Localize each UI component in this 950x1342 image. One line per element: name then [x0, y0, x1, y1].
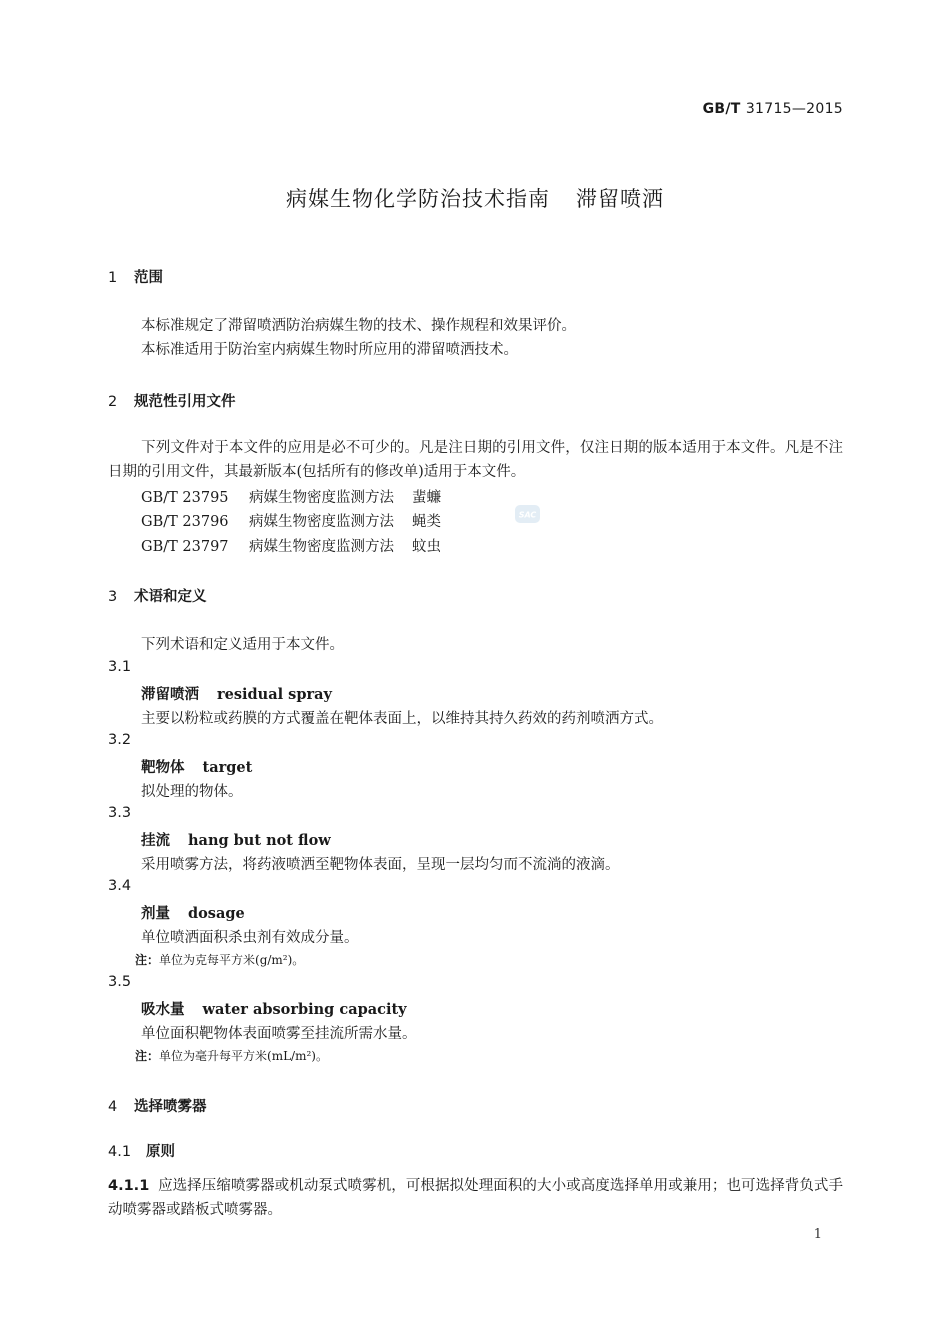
term-definition: 单位喷洒面积杀虫剂有效成分量。	[141, 930, 359, 946]
term-number: 3.5	[108, 974, 132, 990]
section-heading-normative-references	[108, 390, 236, 411]
term-number: 3.3	[108, 805, 132, 821]
clause-number: 4.1.1	[108, 1178, 150, 1194]
section-heading-sprayer-selection	[108, 1095, 207, 1116]
note-text: 单位为克每平方米(g/m²)。	[159, 953, 305, 967]
note-label: 注：	[135, 1049, 160, 1063]
reference-item	[141, 535, 441, 556]
subsection-heading-principle	[108, 1140, 175, 1161]
term-en: water absorbing capacity	[202, 1001, 407, 1018]
term-note	[135, 951, 304, 968]
term-en: residual spray	[217, 686, 332, 703]
term-zh: 滞留喷洒	[141, 687, 199, 703]
section-number: 4	[108, 1099, 118, 1115]
title-sub: 滞留喷洒	[576, 187, 664, 211]
standard-code	[703, 101, 843, 117]
term-number: 3.4	[108, 878, 132, 894]
standard-number: 31715—2015	[745, 101, 843, 117]
document-title	[0, 183, 950, 213]
references-intro-text: 下列文件对于本文件的应用是必不可少的。凡是注日期的引用文件，仅注日期的版本适用于本文件。凡是不注日期的引用文件，其最新版本(包括所有的修改单)适用于本文件。	[108, 440, 843, 480]
clause-4-1-1	[108, 1174, 843, 1222]
term-heading	[141, 998, 407, 1019]
section-title: 术语和定义	[134, 589, 207, 605]
reference-code: GB/T 23795	[141, 490, 229, 506]
term-en: hang but not flow	[188, 832, 331, 849]
term-note	[135, 1047, 328, 1064]
reference-subject: 蜚蠊	[412, 490, 441, 506]
scope-paragraph-2: 本标准适用于防治室内病媒生物时所应用的滞留喷洒技术。	[141, 342, 518, 358]
reference-code: GB/T 23796	[141, 514, 229, 530]
sac-watermark-logo	[514, 502, 541, 526]
term-en: target	[202, 759, 253, 776]
section-heading-terms	[108, 585, 207, 606]
term-heading	[141, 829, 331, 850]
title-main: 病媒生物化学防治技术指南	[286, 187, 550, 211]
section-title: 选择喷雾器	[134, 1099, 207, 1115]
clause-text: 应选择压缩喷雾器或机动泵式喷雾机，可根据拟处理面积的大小或高度选择单用或兼用；也可选择背负式手动喷雾器或踏板式喷雾器。	[108, 1178, 843, 1218]
term-definition: 拟处理的物体。	[141, 784, 243, 800]
term-heading	[141, 902, 245, 923]
section-number: 1	[108, 270, 118, 286]
standard-prefix: GB/T	[702, 101, 741, 117]
references-intro	[108, 436, 843, 484]
page-number: 1	[813, 1227, 822, 1242]
section-title: 规范性引用文件	[134, 394, 236, 410]
reference-title: 病媒生物密度监测方法	[249, 490, 394, 506]
reference-item	[141, 486, 441, 507]
term-heading	[141, 756, 252, 777]
section-number: 3	[108, 589, 118, 605]
term-definition: 单位面积靶物体表面喷雾至挂流所需水量。	[141, 1026, 417, 1042]
reference-title: 病媒生物密度监测方法	[249, 539, 394, 555]
reference-code: GB/T 23797	[141, 539, 229, 555]
terms-intro: 下列术语和定义适用于本文件。	[141, 637, 344, 653]
term-zh: 吸水量	[141, 1002, 185, 1018]
reference-subject: 蝇类	[412, 514, 441, 530]
term-definition: 主要以粉粒或药膜的方式覆盖在靶体表面上，以维持其持久药效的药剂喷洒方式。	[141, 711, 663, 727]
reference-subject: 蚊虫	[412, 539, 441, 555]
watermark-text: SAC	[518, 510, 537, 520]
term-zh: 剂量	[141, 906, 170, 922]
term-zh: 挂流	[141, 833, 170, 849]
term-number: 3.1	[108, 659, 132, 675]
term-heading	[141, 683, 332, 704]
section-number: 2	[108, 394, 118, 410]
term-definition: 采用喷雾方法，将药液喷洒至靶物体表面，呈现一层均匀而不流淌的液滴。	[141, 857, 620, 873]
reference-item	[141, 510, 441, 531]
section-heading-scope	[108, 266, 163, 287]
scope-paragraph-1: 本标准规定了滞留喷洒防治病媒生物的技术、操作规程和效果评价。	[141, 318, 576, 334]
subsection-number: 4.1	[108, 1144, 132, 1160]
subsection-title: 原则	[146, 1144, 175, 1160]
term-number: 3.2	[108, 732, 132, 748]
reference-title: 病媒生物密度监测方法	[249, 514, 394, 530]
note-label: 注：	[135, 953, 160, 967]
term-en: dosage	[188, 905, 245, 922]
note-text: 单位为毫升每平方米(mL/m²)。	[159, 1049, 328, 1063]
term-zh: 靶物体	[141, 760, 185, 776]
section-title: 范围	[134, 270, 163, 286]
